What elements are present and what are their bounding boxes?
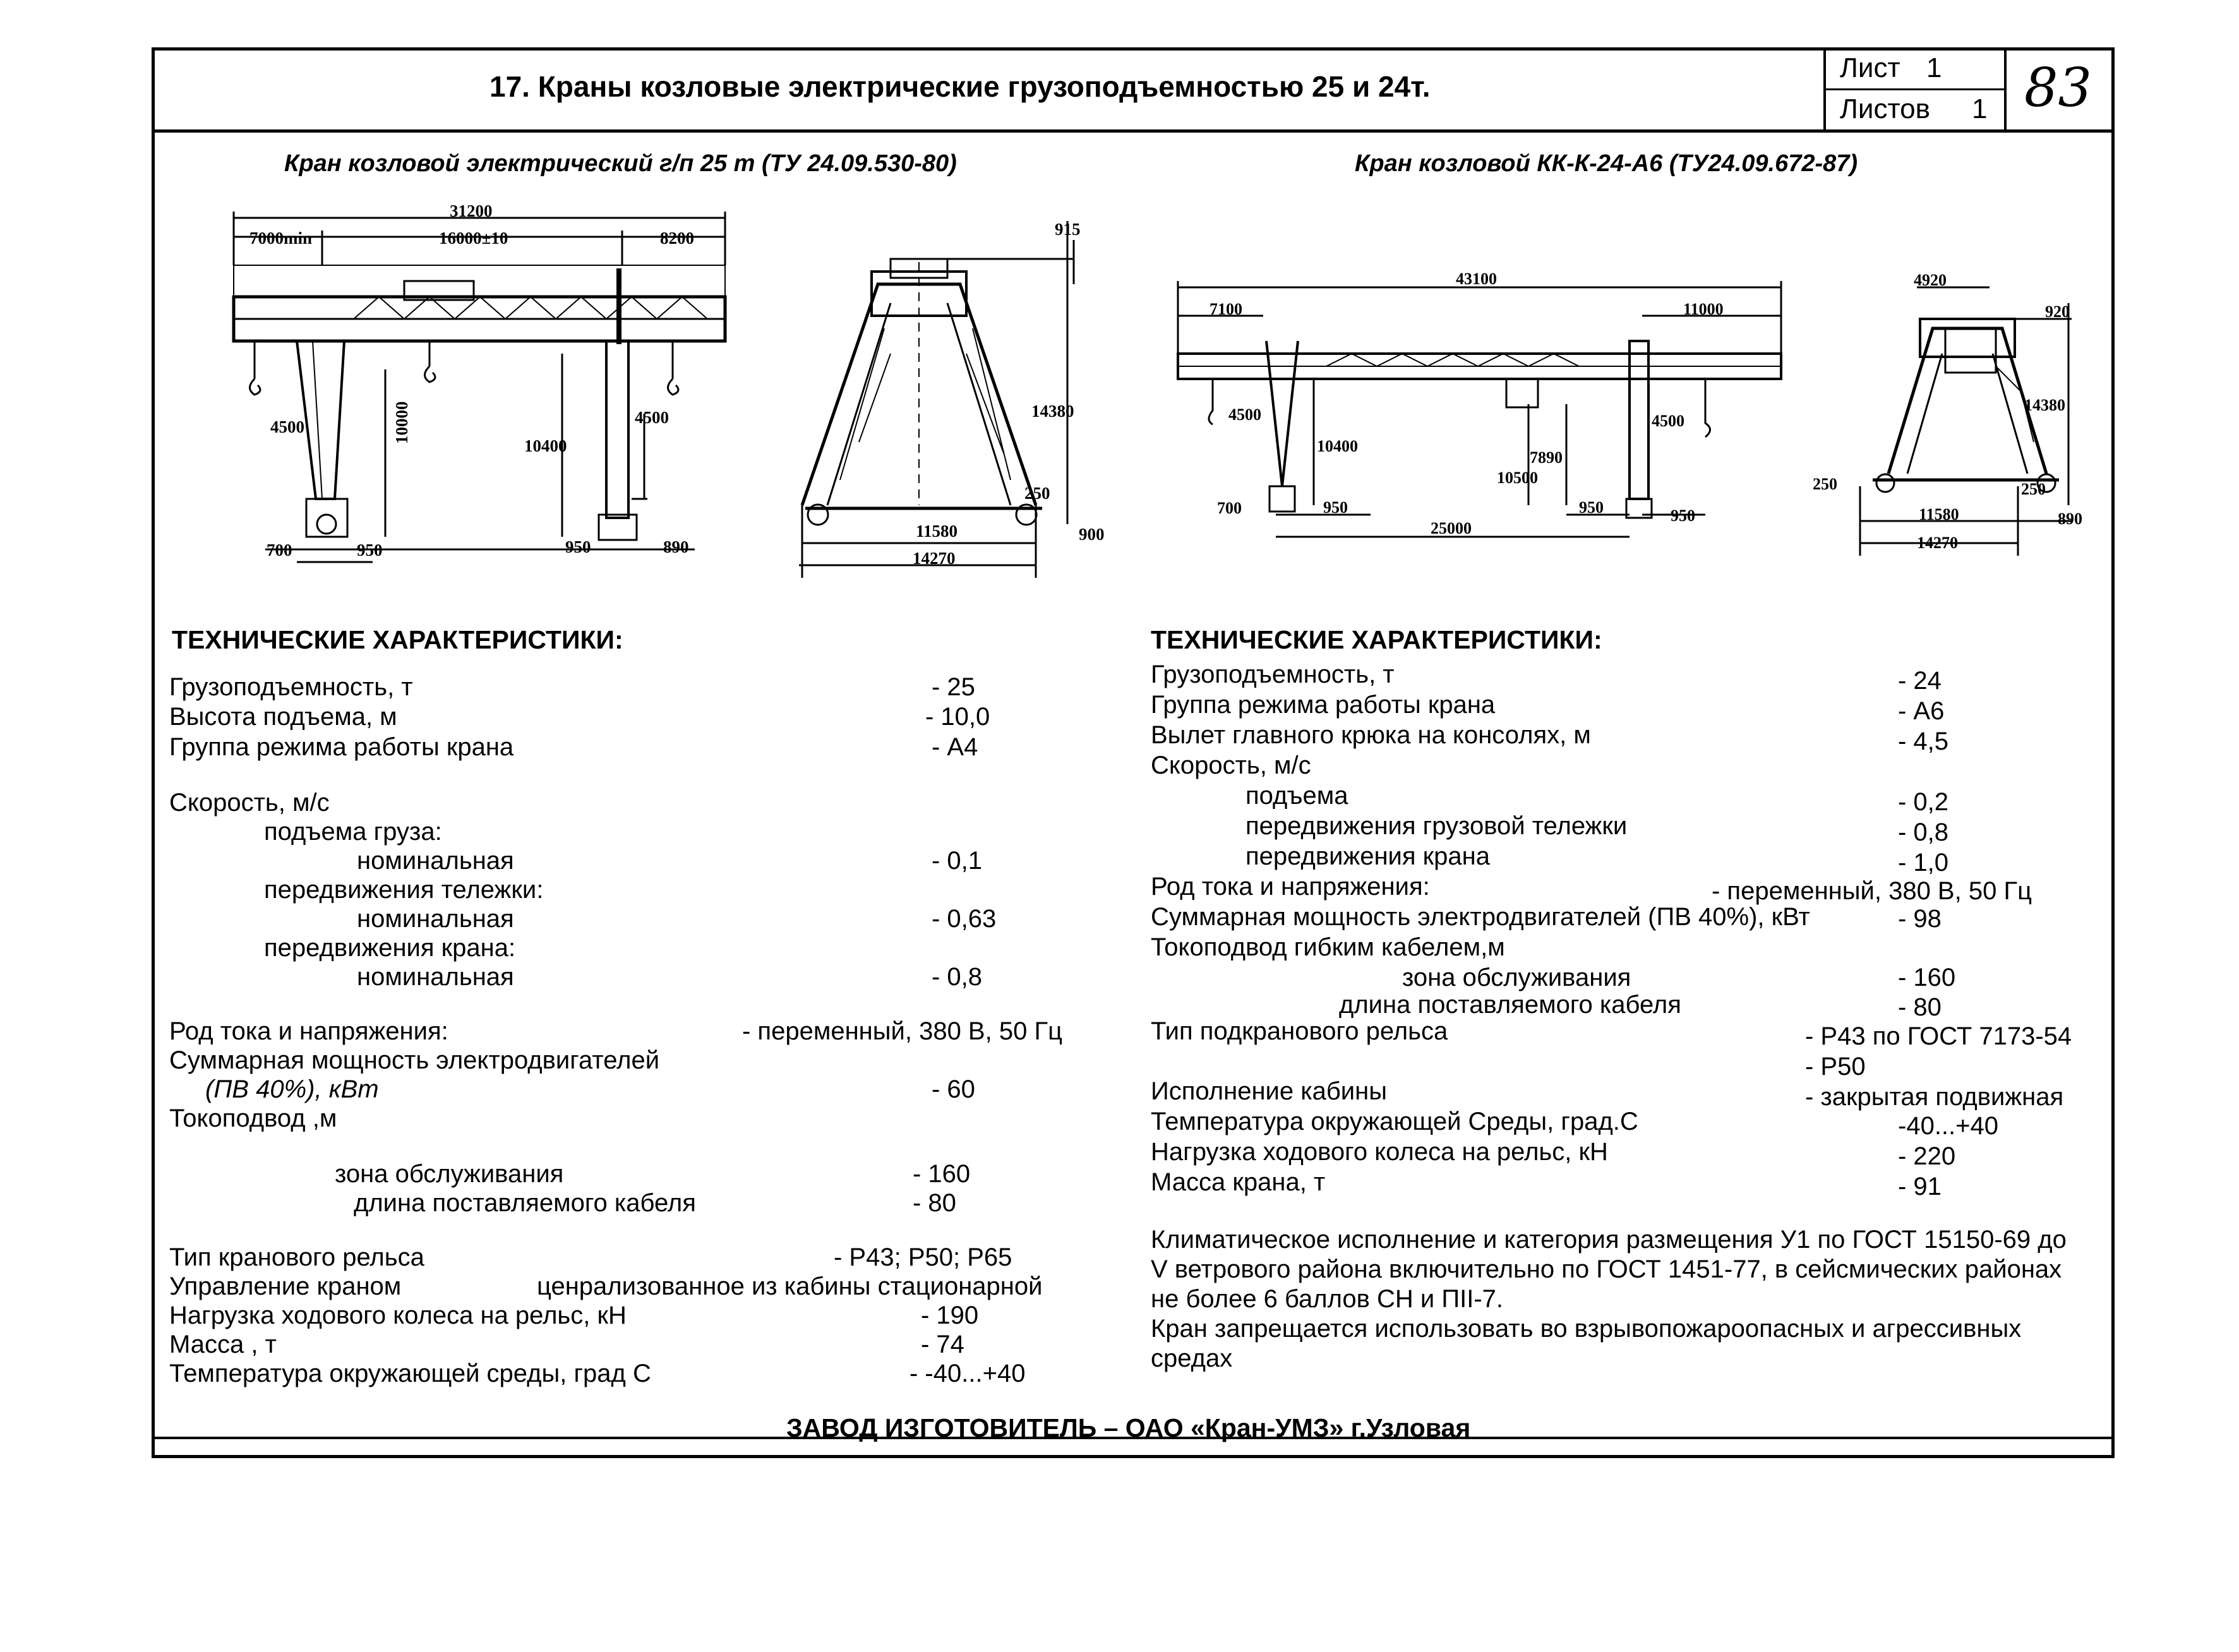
dim-10000: 10000 <box>392 401 411 444</box>
spec-value: ценрализованное из кабины стационарной <box>537 1272 1043 1300</box>
dim-10400: 10400 <box>524 436 567 455</box>
spec-value: - 80 <box>913 1189 956 1217</box>
spec-value: - А6 <box>1898 697 1945 725</box>
dim-950a: 950 <box>357 541 383 560</box>
dim-950b: 950 <box>565 537 591 556</box>
note-line: не более 6 баллов СН и ПII-7. <box>1151 1285 1504 1313</box>
spec-value: - 10,0 <box>925 703 990 731</box>
dim-31200: 31200 <box>450 201 493 220</box>
dim-4500b: 4500 <box>635 408 669 427</box>
spec-value: - Р43 по ГОСТ 7173-54 <box>1805 1022 2072 1050</box>
spec-label: Группа режима работы крана <box>169 733 514 761</box>
page-title: 17. Краны козловые электрические грузоподъемностью 25 и 24т. <box>489 70 1431 103</box>
r-dim-890: 890 <box>2058 510 2082 528</box>
manufacturer: ЗАВОД ИЗГОТОВИТЕЛЬ – ОАО «Кран-УМЗ» г.Узловая <box>786 1413 1471 1442</box>
r-dim-4500a: 4500 <box>1228 405 1261 424</box>
spec-label: Грузоподъемность, т <box>1151 661 1395 688</box>
sheets-label: Листов <box>1840 93 1930 124</box>
spec-label: Грузоподъемность, т <box>169 673 413 701</box>
spec-label: Исполнение кабины <box>1151 1077 1387 1105</box>
spec-label: Нагрузка ходового колеса на рельс, кН <box>1151 1138 1608 1166</box>
r-dim-43100: 43100 <box>1456 270 1497 288</box>
spec-label: передвижения грузовой тележки <box>1246 812 1628 840</box>
dim-915: 915 <box>1055 220 1081 239</box>
left-caption: Кран козловой электрический г/п 25 т (ТУ 24.09.530-80) <box>284 150 957 177</box>
spec-label: номинальная <box>357 963 514 991</box>
spec-value: - 60 <box>932 1075 975 1103</box>
spec-value: - А4 <box>932 733 978 761</box>
spec-value: - 91 <box>1898 1173 1942 1200</box>
spec-value: - 160 <box>913 1160 971 1188</box>
right-specs-title: ТЕХНИЧЕСКИЕ ХАРАКТЕРИСТИКИ: <box>1151 625 1602 654</box>
dim-11580: 11580 <box>916 522 958 541</box>
dim-890: 890 <box>663 537 689 556</box>
spec-value: - Р43; Р50; Р65 <box>834 1243 1012 1271</box>
spec-label: Высота подъема, м <box>169 703 397 731</box>
spec-label: Род тока и напряжения: <box>169 1017 448 1045</box>
spec-label: Группа режима работы крана <box>1151 691 1496 719</box>
r-dim-11580: 11580 <box>1919 505 1959 524</box>
spec-value: - 98 <box>1898 905 1942 933</box>
spec-value: - 220 <box>1898 1142 1956 1170</box>
spec-value: - 4,5 <box>1898 727 1949 755</box>
note-line: Кран запрещается использовать во взрывопожароопасных и агрессивных <box>1151 1315 2022 1343</box>
spec-label: Токоподвод гибким кабелем,м <box>1151 933 1505 961</box>
spec-label: Управление краном <box>169 1272 402 1300</box>
spec-value: - 0,8 <box>1898 818 1949 846</box>
spec-label: длина поставляемого кабеля <box>354 1189 696 1217</box>
r-dim-10400: 10400 <box>1317 437 1358 455</box>
spec-label: Скорость, м/с <box>169 789 330 817</box>
r-dim-7100: 7100 <box>1210 300 1242 318</box>
r-dim-11000: 11000 <box>1683 300 1724 318</box>
spec-value: -40...+40 <box>1898 1112 1999 1140</box>
r-dim-920: 920 <box>2045 302 2070 321</box>
spec-value: - 0,2 <box>1898 788 1949 816</box>
sheet-value: 1 <box>1926 52 1942 83</box>
spec-value: - 80 <box>1898 993 1942 1021</box>
spec-value: - 1,0 <box>1898 849 1949 877</box>
spec-label: Суммарная мощность электродвигателей (ПВ 40%), кВт <box>1151 903 1810 931</box>
r-dim-250b: 250 <box>2021 480 2046 498</box>
note-line: средах <box>1151 1344 1233 1372</box>
dim-14270: 14270 <box>913 549 956 568</box>
spec-value: - закрытая подвижная <box>1805 1083 2064 1111</box>
r-dim-950b: 950 <box>1579 498 1604 517</box>
r-dim-700: 700 <box>1217 499 1242 517</box>
r-dim-14380: 14380 <box>2024 396 2065 414</box>
spec-label: Вылет главного крюка на консолях, м <box>1151 721 1591 749</box>
spec-label: Температура окружающей Среды, град.С <box>1151 1108 1638 1135</box>
spec-label: номинальная <box>357 905 514 933</box>
spec-value: - 74 <box>921 1331 964 1358</box>
spec-label: Температура окружающей среды, град С <box>169 1360 651 1387</box>
spec-value: - -40...+40 <box>909 1360 1026 1387</box>
spec-value: - 190 <box>921 1302 979 1329</box>
r-dim-950c: 950 <box>1671 506 1695 525</box>
spec-label: передвижения крана <box>1246 842 1490 870</box>
spec-label: длина поставляемого кабеля <box>1339 991 1681 1019</box>
r-dim-950a: 950 <box>1323 498 1348 517</box>
dim-4500a: 4500 <box>270 417 304 436</box>
spec-label: Тип кранового рельса <box>169 1243 424 1271</box>
r-dim-10500: 10500 <box>1497 469 1538 487</box>
note-line: Климатическое исполнение и категория размещения У1 по ГОСТ 15150-69 до <box>1151 1226 2067 1254</box>
dim-14380: 14380 <box>1031 402 1074 421</box>
r-dim-4500b: 4500 <box>1652 412 1684 430</box>
spec-label: Масса , т <box>169 1331 277 1358</box>
spec-label: подъема груза: <box>264 818 442 846</box>
spec-label: зона обслуживания <box>335 1160 564 1188</box>
spec-label: номинальная <box>357 847 514 875</box>
dim-8200: 8200 <box>660 229 694 248</box>
spec-value: - 0,63 <box>932 905 997 933</box>
spec-value: - переменный, 380 В, 50 Гц <box>742 1017 1063 1045</box>
spec-label: Род тока и напряжения: <box>1151 873 1430 901</box>
spec-value: - Р50 <box>1805 1053 1866 1080</box>
spec-value: - 25 <box>932 673 975 701</box>
dim-700: 700 <box>267 541 292 560</box>
right-caption: Кран козловой КК-К-24-А6 (ТУ24.09.672-87) <box>1355 150 1858 177</box>
spec-label: Масса крана, т <box>1151 1168 1326 1196</box>
spec-value: - 160 <box>1898 964 1956 991</box>
spec-label: (ПВ 40%), кВт <box>205 1075 379 1103</box>
spec-label: зона обслуживания <box>1402 964 1631 991</box>
spec-label: Скорость, м/с <box>1151 751 1311 779</box>
spec-label: подъема <box>1246 782 1348 810</box>
spec-value: - переменный, 380 В, 50 Гц <box>1712 877 2032 905</box>
spec-label: передвижения тележки: <box>264 876 544 904</box>
page-mark: 83 <box>2024 57 2092 119</box>
sheets-value: 1 <box>1972 93 1988 124</box>
spec-label: Нагрузка ходового колеса на рельс, кН <box>169 1302 627 1329</box>
spec-value: - 0,8 <box>932 963 983 991</box>
spec-label: Токоподвод ,м <box>169 1104 337 1132</box>
note-line: V ветрового района включительно по ГОСТ 1451-77, в сейсмических районах <box>1151 1255 2062 1283</box>
spec-value: - 0,1 <box>932 847 983 875</box>
r-dim-14270: 14270 <box>1917 534 1958 552</box>
r-dim-25000: 25000 <box>1431 519 1472 537</box>
r-dim-4920: 4920 <box>1914 271 1947 289</box>
spec-label: передвижения крана: <box>264 934 516 962</box>
dim-250: 250 <box>1024 484 1050 503</box>
spec-label: Суммарная мощность электродвигателей <box>169 1046 660 1074</box>
r-dim-250a: 250 <box>1813 475 1837 493</box>
sheet-label: Лист <box>1840 52 1900 83</box>
spec-label: Тип подкранового рельса <box>1151 1017 1448 1045</box>
spec-value: - 24 <box>1898 667 1942 695</box>
r-dim-7890: 7890 <box>1530 448 1563 467</box>
dim-7000: 7000min <box>249 229 313 248</box>
left-specs-title: ТЕХНИЧЕСКИЕ ХАРАКТЕРИСТИКИ: <box>172 625 623 654</box>
dim-900: 900 <box>1079 525 1105 544</box>
dim-16000: 16000±10 <box>439 229 508 248</box>
